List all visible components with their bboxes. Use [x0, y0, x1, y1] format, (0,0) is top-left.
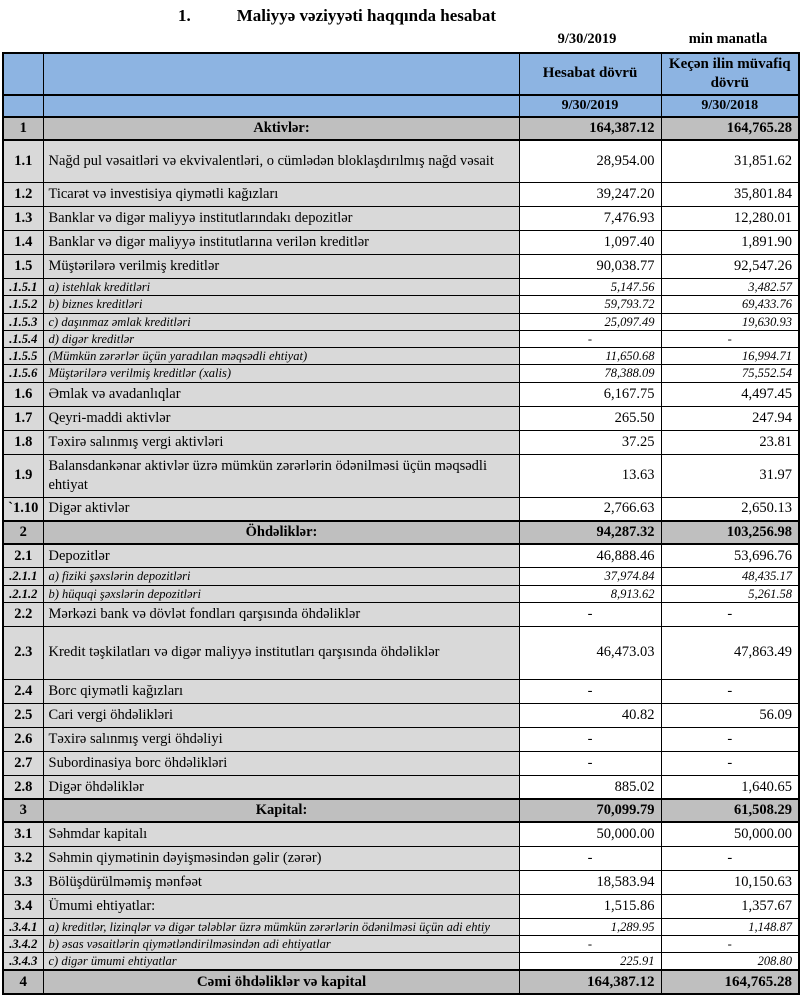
table-row	[3, 822, 799, 846]
value-prior-cell: 50,000.00	[661, 822, 799, 846]
value-current-cell: -	[519, 602, 661, 626]
table-row	[3, 703, 799, 727]
table-row	[3, 365, 799, 382]
row-number-cell: 1	[3, 117, 43, 140]
table-row	[3, 799, 799, 822]
table-row	[3, 846, 799, 870]
row-label-cell: Banklar və digər maliyyə institutlarındakı depozitlər	[43, 207, 519, 231]
value-current-cell: 90,038.77	[519, 255, 661, 279]
value-prior-cell: -	[661, 330, 799, 347]
row-label-cell: Subordinasiya borc öhdəlikləri	[43, 751, 519, 775]
value-prior-cell: 164,765.28	[661, 117, 799, 140]
value-prior-cell: 5,261.58	[661, 585, 799, 602]
value-current-cell: 7,476.93	[519, 207, 661, 231]
row-label-cell: a) kreditlər, lizinqlər və digər tələblər üzrə mümkün zərərlərin ödənilməsi üçün adi ehtiy	[43, 918, 519, 935]
value-prior-cell: 1,148.87	[661, 918, 799, 935]
value-current-cell: 265.50	[519, 406, 661, 430]
row-number-cell: 1.3	[3, 207, 43, 231]
table-row	[3, 568, 799, 585]
row-label-cell: Kredit təşkilatları və digər maliyyə institutları qarşısında öhdəliklər	[43, 626, 519, 679]
value-prior-cell: 75,552.54	[661, 365, 799, 382]
table-row	[3, 313, 799, 330]
table-row	[3, 348, 799, 365]
financial-position-table	[2, 52, 800, 995]
row-label-cell: b) hüquqi şəxslərin depozitləri	[43, 585, 519, 602]
table-row	[3, 626, 799, 679]
page-title-text: Maliyyə vəziyyəti haqqında hesabat	[236, 6, 497, 25]
row-label-cell: b) biznes kreditləri	[43, 296, 519, 313]
row-number-cell: 3.4	[3, 894, 43, 918]
row-number-cell: 3.2	[3, 846, 43, 870]
table-row	[3, 870, 799, 894]
row-label-cell: d) digər kreditlər	[43, 330, 519, 347]
row-number-cell: 2.8	[3, 775, 43, 799]
row-label-cell: c) daşınmaz əmlak kreditləri	[43, 313, 519, 330]
value-current-cell: 25,097.49	[519, 313, 661, 330]
row-number-cell: 2.7	[3, 751, 43, 775]
page-title	[0, 0, 800, 26]
value-prior-cell: 164,765.28	[661, 970, 799, 994]
row-number-cell: 2.3	[3, 626, 43, 679]
row-label-cell: (Mümkün zərərlər üçün yaradılan məqsədli ehtiyat)	[43, 348, 519, 365]
row-label-cell: Banklar və digər maliyyə institutlarına verilən kreditlər	[43, 231, 519, 255]
row-number-cell: .1.5.4	[3, 330, 43, 347]
value-prior-cell: 48,435.17	[661, 568, 799, 585]
value-current-cell: 164,387.12	[519, 117, 661, 140]
row-number-cell: 1.5	[3, 255, 43, 279]
row-number-cell: .3.4.2	[3, 935, 43, 952]
table-row	[3, 751, 799, 775]
value-prior-cell: 61,508.29	[661, 799, 799, 822]
value-prior-cell: 16,994.71	[661, 348, 799, 365]
value-current-cell: 39,247.20	[519, 183, 661, 207]
value-prior-cell: 69,433.76	[661, 296, 799, 313]
row-number-cell: 3.1	[3, 822, 43, 846]
row-number-cell: 1.2	[3, 183, 43, 207]
row-number-cell: .1.5.3	[3, 313, 43, 330]
row-label-cell: Cəmi öhdəliklər və kapital	[43, 970, 519, 994]
table-row	[3, 585, 799, 602]
value-prior-cell: -	[661, 751, 799, 775]
table-row	[3, 679, 799, 703]
table-row	[3, 521, 799, 544]
value-current-cell: 8,913.62	[519, 585, 661, 602]
value-prior-cell: 1,640.65	[661, 775, 799, 799]
row-label-cell: Ticarət və investisiya qiymətli kağızları	[43, 183, 519, 207]
value-current-cell: 59,793.72	[519, 296, 661, 313]
value-current-cell: 5,147.56	[519, 279, 661, 296]
row-number-cell: 3.3	[3, 870, 43, 894]
table-row	[3, 255, 799, 279]
row-label-cell: Müştərilərə verilmiş kreditlər (xalis)	[43, 365, 519, 382]
row-label-cell: a) istehlak kreditləri	[43, 279, 519, 296]
value-prior-cell: 92,547.26	[661, 255, 799, 279]
value-prior-cell: -	[661, 935, 799, 952]
row-number-cell: 3	[3, 799, 43, 822]
value-current-cell: 225.91	[519, 953, 661, 971]
row-number-cell: 2.4	[3, 679, 43, 703]
value-prior-cell: 19,630.93	[661, 313, 799, 330]
row-number-cell: 2.1	[3, 544, 43, 568]
row-label-cell: Borc qiymətli kağızları	[43, 679, 519, 703]
table-row	[3, 602, 799, 626]
row-number-cell: .1.5.5	[3, 348, 43, 365]
value-current-cell: 885.02	[519, 775, 661, 799]
value-current-cell: 70,099.79	[519, 799, 661, 822]
row-number-cell: .1.5.2	[3, 296, 43, 313]
row-label-cell: b) əsas vəsaitlərin qiymətləndirilməsindən adi ehtiyatlar	[43, 935, 519, 952]
header-col-current: Hesabat dövrü	[519, 53, 661, 95]
value-current-cell: -	[519, 679, 661, 703]
value-current-cell: 37.25	[519, 430, 661, 454]
value-prior-cell: 3,482.57	[661, 279, 799, 296]
table-row	[3, 140, 799, 183]
row-number-cell: .3.4.1	[3, 918, 43, 935]
table-row	[3, 279, 799, 296]
row-number-cell: 1.6	[3, 382, 43, 406]
value-current-cell: 1,097.40	[519, 231, 661, 255]
value-prior-cell: 35,801.84	[661, 183, 799, 207]
row-number-cell: 1.7	[3, 406, 43, 430]
header-empty-no	[3, 53, 43, 95]
table-row	[3, 183, 799, 207]
value-prior-cell: 47,863.49	[661, 626, 799, 679]
value-current-cell: 2,766.63	[519, 497, 661, 521]
table-row	[3, 117, 799, 140]
value-prior-cell: -	[661, 679, 799, 703]
value-current-cell: 11,650.68	[519, 348, 661, 365]
header-col-prior: Keçən ilin müvafiq dövrü	[661, 53, 799, 95]
table-row	[3, 497, 799, 521]
header-empty-label2	[43, 95, 519, 117]
value-prior-cell: 1,891.90	[661, 231, 799, 255]
value-prior-cell: 1,357.67	[661, 894, 799, 918]
header-empty-no2	[3, 95, 43, 117]
row-label-cell: Qeyri-maddi aktivlər	[43, 406, 519, 430]
row-label-cell: Balansdankənar aktivlər üzrə mümkün zərərlərin ödənilməsi üçün məqsədli ehtiyat	[43, 454, 519, 497]
value-current-cell: -	[519, 330, 661, 347]
value-current-cell: -	[519, 727, 661, 751]
row-number-cell: 1.4	[3, 231, 43, 255]
row-number-cell: 1.8	[3, 430, 43, 454]
header-row-periods	[3, 53, 799, 95]
row-label-cell: Aktivlər:	[43, 117, 519, 140]
value-prior-cell: 31.97	[661, 454, 799, 497]
value-current-cell: -	[519, 935, 661, 952]
row-number-cell: .1.5.6	[3, 365, 43, 382]
page-title-number: 1.	[178, 6, 191, 25]
table-row	[3, 727, 799, 751]
value-prior-cell: 2,650.13	[661, 497, 799, 521]
table-row	[3, 775, 799, 799]
value-prior-cell: -	[661, 602, 799, 626]
header-row-dates	[3, 95, 799, 117]
value-current-cell: 164,387.12	[519, 970, 661, 994]
value-current-cell: 13.63	[519, 454, 661, 497]
row-label-cell: Öhdəliklər:	[43, 521, 519, 544]
value-prior-cell: 12,280.01	[661, 207, 799, 231]
value-current-cell: -	[519, 751, 661, 775]
value-prior-cell: 56.09	[661, 703, 799, 727]
table-row	[3, 935, 799, 952]
row-label-cell: Digər öhdəliklər	[43, 775, 519, 799]
row-label-cell: Kapital:	[43, 799, 519, 822]
value-prior-cell: 247.94	[661, 406, 799, 430]
row-label-cell: Təxirə salınmış vergi öhdəliyi	[43, 727, 519, 751]
row-label-cell: a) fiziki şəxslərin depozitləri	[43, 568, 519, 585]
value-prior-cell: 31,851.62	[661, 140, 799, 183]
row-label-cell: Mərkəzi bank və dövlət fondları qarşısında öhdəliklər	[43, 602, 519, 626]
row-label-cell: Cari vergi öhdəlikləri	[43, 703, 519, 727]
table-row	[3, 382, 799, 406]
row-label-cell: Təxirə salınmış vergi aktivləri	[43, 430, 519, 454]
value-current-cell: 18,583.94	[519, 870, 661, 894]
value-prior-cell: -	[661, 727, 799, 751]
value-prior-cell: 23.81	[661, 430, 799, 454]
value-prior-cell: 103,256.98	[661, 521, 799, 544]
value-current-cell: 94,287.32	[519, 521, 661, 544]
row-number-cell: 1.9	[3, 454, 43, 497]
row-label-cell: Depozitlər	[43, 544, 519, 568]
table-row	[3, 231, 799, 255]
row-label-cell: Müştərilərə verilmiş kreditlər	[43, 255, 519, 279]
table-row	[3, 454, 799, 497]
row-label-cell: Ümumi ehtiyatlar:	[43, 894, 519, 918]
row-number-cell: 1.1	[3, 140, 43, 183]
row-number-cell: 2.5	[3, 703, 43, 727]
row-label-cell: Nağd pul vəsaitləri və ekvivalentləri, o cümlədən bloklaşdırılmış nağd vəsait	[43, 140, 519, 183]
value-current-cell: 1,289.95	[519, 918, 661, 935]
value-current-cell: 37,974.84	[519, 568, 661, 585]
row-label-cell: Səhmdar kapitalı	[43, 822, 519, 846]
value-current-cell: 40.82	[519, 703, 661, 727]
table-row	[3, 430, 799, 454]
value-current-cell: 78,388.09	[519, 365, 661, 382]
table-row	[3, 406, 799, 430]
table-row	[3, 953, 799, 971]
table-row	[3, 330, 799, 347]
row-label-cell: Bölüşdürülməmiş mənfəət	[43, 870, 519, 894]
table-row	[3, 544, 799, 568]
row-label-cell: c) digər ümumi ehtiyatlar	[43, 953, 519, 971]
value-current-cell: -	[519, 846, 661, 870]
row-number-cell: 2.6	[3, 727, 43, 751]
table-row	[3, 296, 799, 313]
row-number-cell: `1.10	[3, 497, 43, 521]
value-current-cell: 28,954.00	[519, 140, 661, 183]
value-current-cell: 50,000.00	[519, 822, 661, 846]
row-number-cell: .1.5.1	[3, 279, 43, 296]
table-row	[3, 207, 799, 231]
row-number-cell: 2.2	[3, 602, 43, 626]
value-prior-cell: 10,150.63	[661, 870, 799, 894]
header-date-current: 9/30/2019	[519, 95, 661, 117]
row-number-cell: .3.4.3	[3, 953, 43, 971]
report-date: 9/30/2019	[557, 30, 617, 47]
value-prior-cell: 4,497.45	[661, 382, 799, 406]
row-number-cell: 2	[3, 521, 43, 544]
value-current-cell: 1,515.86	[519, 894, 661, 918]
row-number-cell: 4	[3, 970, 43, 994]
value-current-cell: 46,473.03	[519, 626, 661, 679]
header-date-prior: 9/30/2018	[661, 95, 799, 117]
table-row	[3, 970, 799, 994]
row-number-cell: .2.1.2	[3, 585, 43, 602]
table-header	[3, 53, 799, 117]
report-meta	[0, 26, 800, 52]
row-label-cell: Digər aktivlər	[43, 497, 519, 521]
value-current-cell: 46,888.46	[519, 544, 661, 568]
report-unit: min manatla	[688, 30, 768, 47]
value-current-cell: 6,167.75	[519, 382, 661, 406]
table-row	[3, 894, 799, 918]
value-prior-cell: -	[661, 846, 799, 870]
value-prior-cell: 53,696.76	[661, 544, 799, 568]
row-number-cell: .2.1.1	[3, 568, 43, 585]
value-prior-cell: 208.80	[661, 953, 799, 971]
header-empty-label	[43, 53, 519, 95]
table-body	[3, 117, 799, 995]
row-label-cell: Səhmin qiymətinin dəyişməsindən gəlir (zərər)	[43, 846, 519, 870]
row-label-cell: Əmlak və avadanlıqlar	[43, 382, 519, 406]
table-row	[3, 918, 799, 935]
